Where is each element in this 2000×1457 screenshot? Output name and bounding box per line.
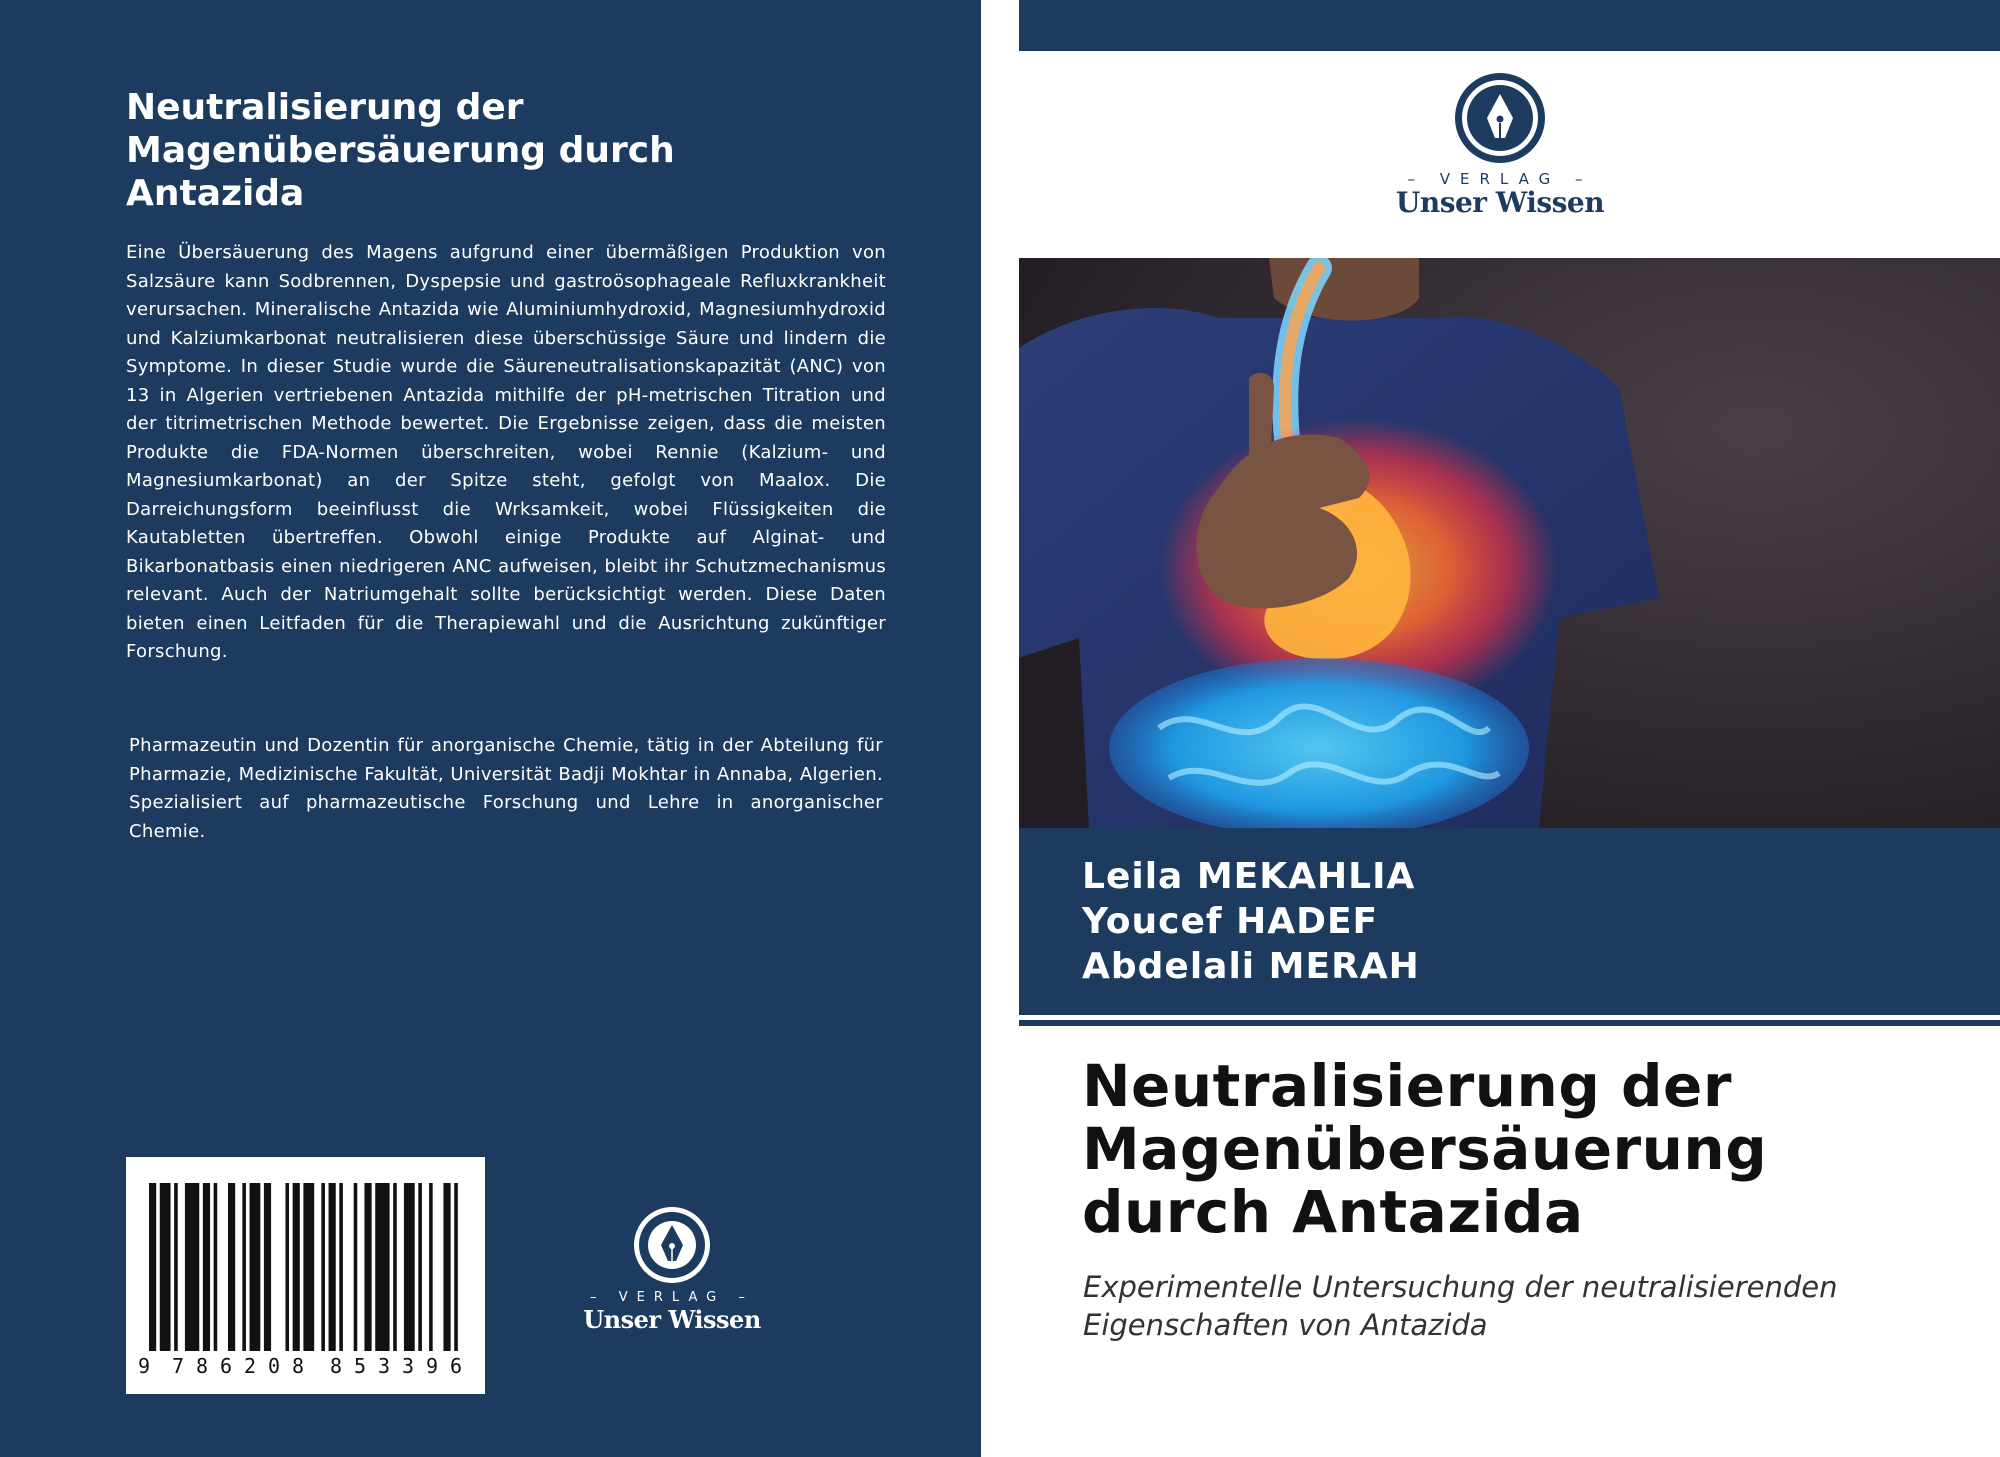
isbn-digit: 3: [401, 1354, 415, 1378]
isbn-digit: 9: [137, 1354, 151, 1378]
author-name: Leila MEKAHLIA: [1082, 856, 1416, 897]
barcode-bar: [321, 1183, 325, 1351]
logo-verlag-text: VERLAG: [1439, 170, 1561, 188]
barcode-bar: [214, 1183, 218, 1351]
author-biography: Pharmazeutin und Dozentin für anorganische Chemie, tätig in der Abteilung für Pharmazie, Medizinische Fakultät, Universität Badji Mokhtar in Annaba, Algerien. Spezialisiert auf pharmazeutische Forschung und Lehre in anorganischer Chemie.: [129, 735, 883, 842]
isbn-digit: 8: [195, 1354, 209, 1378]
front-publisher-logo: – VERLAG – Unser Wissen: [1390, 72, 1610, 222]
front-cover-title: Neutralisierung der Magenübersäuerung durch Antazida: [1082, 1052, 1768, 1246]
barcode-bar: [404, 1183, 415, 1351]
barcode-bar: [149, 1183, 156, 1351]
isbn-digit: 9: [425, 1354, 439, 1378]
logo-verlag-text: VERLAG: [618, 1290, 726, 1305]
back-cover-title: Neutralisierung der Magenübersäuerung durch Antazida: [126, 87, 675, 214]
isbn-digit: 3: [377, 1354, 391, 1378]
logo-publisher-name: Unser Wissen: [583, 1305, 761, 1334]
back-cover: [0, 0, 981, 1457]
author-name: Abdelali MERAH: [1082, 946, 1420, 987]
barcode-bar: [293, 1183, 300, 1351]
barcode-bar: [203, 1183, 210, 1351]
barcode-bar: [242, 1183, 246, 1351]
barcode-bar: [393, 1183, 397, 1351]
back-cover-summary: Eine Übersäuerung des Magens aufgrund einer übermäßigen Produktion von Salzsäure kann Sodbrennen, Dyspepsie und gastroösophageale Refluxkrankheit verursachen. Mineralische Antazida wie Aluminiumhydroxid, Magnesiumhydroxid und Kalziumkarbonat neutralisieren diese überschüssige Säure und lindern die Symptome. In dieser Studie wurde die Säureneutralisationskapazität (ANC) von 13 in Algerien vertriebenen Antazida mithilfe der pH-metrischen Titration und der titrimetrischen Methode bewertet. Die Ergebnisse zeigen, dass die meisten Produkte die FDA-Normen überschreiten, wobei Rennie (Kalzium- und Magnesiumkarbonat) an der Spitze steht, gefolgt von Maalox. Die Darreichungsform beeinflusst die Wrksamkeit, wobei Flüssigkeiten die Kautabletten übertreffen. Obwohl einige Produkte auf Alginat- und Bikarbonatbasis einen niedrigeren ANC aufweisen, bleibt ihr Schutzmechanismus relevant. Auch der Natriumgehalt sollte berücksichtigt werden. Diese Daten bieten einen Leitfaden für die Therapiewahl und die Ausrichtung zukünftiger Forschung.: [126, 242, 886, 662]
barcode-bar: [339, 1183, 343, 1351]
barcode-bar: [160, 1183, 171, 1351]
isbn-digit: 5: [353, 1354, 367, 1378]
back-publisher-logo: – VERLAG – Unser Wissen: [572, 1205, 772, 1335]
isbn-digit: 6: [449, 1354, 463, 1378]
barcode-bar: [174, 1183, 178, 1351]
barcode-bar: [264, 1183, 271, 1351]
barcode-bar: [375, 1183, 389, 1351]
front-top-band: [1019, 0, 2000, 51]
isbn-digit: 6: [219, 1354, 233, 1378]
barcode-bar: [303, 1183, 314, 1351]
isbn-digit: 8: [329, 1354, 343, 1378]
isbn-digit: 7: [171, 1354, 185, 1378]
isbn-barcode: [126, 1157, 485, 1394]
barcode-bar: [354, 1183, 358, 1351]
barcode-bar: [285, 1183, 289, 1351]
author-name: Youcef HADEF: [1082, 901, 1379, 942]
barcode-bar: [429, 1183, 433, 1351]
isbn-digit: 2: [243, 1354, 257, 1378]
digestive-system-illustration: [1019, 258, 2000, 828]
isbn-digit: 8: [291, 1354, 305, 1378]
barcode-bar: [443, 1183, 450, 1351]
barcode-bar: [185, 1183, 199, 1351]
front-cover-subtitle: Experimentelle Untersuchung der neutralisierenden Eigenschaften von Antazida: [1083, 1270, 1838, 1342]
fountain-pen-nib-icon: [1390, 72, 1610, 172]
logo-publisher-name: Unser Wissen: [1395, 186, 1605, 219]
barcode-bar: [329, 1183, 336, 1351]
barcode-bars: [149, 1183, 465, 1363]
isbn-digit: 0: [267, 1354, 281, 1378]
barcode-bar: [418, 1183, 422, 1351]
barcode-bar: [228, 1183, 235, 1351]
barcode-bar: [454, 1183, 458, 1351]
divider-line: [1019, 1020, 2000, 1026]
barcode-bar: [364, 1183, 371, 1351]
barcode-bar: [250, 1183, 261, 1351]
authors-band: [1019, 828, 2000, 1015]
